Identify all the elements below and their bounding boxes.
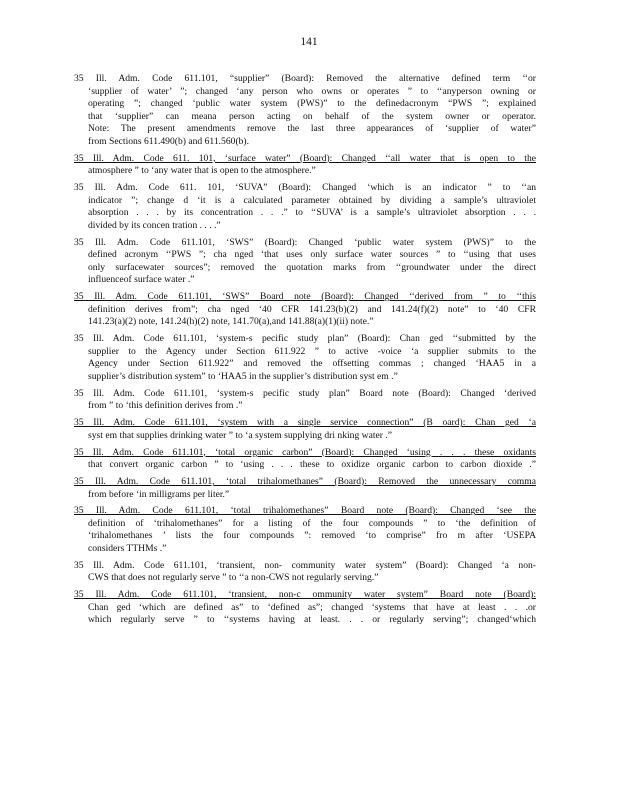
entry-line: ‘trihalomethanes ’ lists the four compounds ”: removed ‘to comprise” fro m after ‘USEPA [88,530,536,542]
entry-line: 35 Ill. Adm. Code 611.101, ‘total organic carbon” (Board): Changed ‘using . . . these oxidants [74,446,536,458]
entry-supplier [74,73,536,149]
entry-suva [74,182,536,232]
entry-line: 35 Ill. Adm. Code 611.101, ‘SWS” Board note (Board): Changed ‘‘derived from ” to ‘‘this [74,291,536,303]
entry-transient-ncws-board-note [74,589,536,627]
entry-line: definition of ‘trihalomethanes” for a listing of the four compounds ” to ‘the definition of [88,517,536,529]
entry-line: syst em that supplies drinking water ” to ‘a system supplying dri nking water .” [88,429,393,441]
entry-line: 35 Ill. Adm. Code 611.101, “supplier” (Board): Removed the alternative defined term ‘‘or [74,73,536,84]
page-number: 141 [300,36,318,48]
entry-line: 35 Ill. Adm. Code 611. 101, ‘SUVA” (Board): Changed ‘which is an indicator ” to ‘‘an [74,182,536,194]
entry-line: that ‘supplier” can meana person acting on behalf of the system owner or operator. [88,110,536,122]
entry-line: 35 Ill. Adm. Code 611.101, ‘system-s pecific study plan” (Board): Chan ged ‘‘submitted by the [74,333,536,345]
entry-line: which regularly serve ” to ‘‘systems having at least. . . or regularly serving”; changed‘which [88,614,536,626]
entry-line: 35 Ill. Adm. Code 611.101, ‘system-s pecific study plan” Board note (Board): Changed ‘derived [74,387,536,399]
entry-system-specific-study-plan [74,333,536,383]
entry-line: supplier’s distribution system” to ‘HAA5 in the supplier’s distribution syst em .” [88,371,398,382]
entry-line: operating ”; changed ‘public water system (PWS)” to the definedacronym “PWS ”; explained [88,98,536,110]
entry-line: Agency under Section 611.922” and removed the offsetting commas ; changed ‘HAA5 in a [88,358,536,370]
entry-line: 35 Ill. Adm. Code 611.101, ‘SWS” (Board): Changed ‘public water system (PWS)” to the [74,236,536,248]
entry-system-specific-study-plan-board-note [74,388,536,413]
entry-line: 35 Ill. Adm. Code 611.101, ‘transient, non-c ommunity water system” Board note (Board): [74,589,536,601]
entry-sws-board-note [74,291,536,329]
entry-line: 35 Ill. Adm. Code 611.101, ‘total trihalomethanes” (Board): Removed the unnecessary comma [74,475,536,487]
entry-line: from Sections 611.490(b) and 611.560(b). [88,135,250,147]
entry-line: supplier to the Agency under Section 611.922 ” to active -voice ‘a supplier submits to the [88,345,536,357]
entry-line: 35 Ill. Adm. Code 611. 101, ‘surface water” (Board): Changed ‘‘all water that is open to the [74,152,536,164]
entry-line: considers TTHMs .” [88,543,167,555]
entry-total-organic-carbon [74,447,536,472]
entry-line: 35 Ill. Adm. Code 611.101, ‘total trihalomethanes” Board note (Board): Changed ‘see the [74,505,536,517]
entry-line: 35 Ill. Adm. Code 611.101, ‘transient, non- community water system” (Board): Changed ‘a non- [74,559,536,571]
entry-surface-water [74,153,536,178]
entry-line: CWS that does not regularly serve ” to ‘‘a non-CWS not regularly serving.” [88,572,379,584]
entry-line: Note: The present amendments remove the last three appearances of ‘supplier of water” [88,123,536,135]
amendment-entries [74,73,536,631]
entry-line: definition derives from”; cha nged ‘40 CFR 141.23(b)(2) and 141.24(f)(2) note” to ‘40 CFR [88,303,536,315]
entry-line: defined acronym ‘‘PWS ”; cha nged ‘that uses only surface water sources ” to ‘‘using that uses [88,249,536,261]
entry-total-trihalomethanes [74,476,536,501]
entry-line: indicator ”; change d ‘it is a calculated parameter obtained by dividing a sample’s ultraviolet [88,194,536,206]
entry-line: Chan ged ‘which are defined as” to ‘defined as”; changed ‘systems that have at least . . .or [88,601,536,613]
entry-line: atmosphere ” to ‘any water that is open to the atmosphere.” [88,165,316,177]
entry-line: 35 Ill. Adm. Code 611.101, ‘system with a single service connection” (B oard): Chan ged ‘a [74,417,536,429]
entry-line: from before ‘in milligrams per liter.” [88,488,230,500]
entry-line: that convert organic carbon ” to ‘using . . . these to oxidize organic carbon to carbon dioxide .” [88,459,536,471]
entry-line: absorption . . . by its concentration . . .” to ‘‘SUVA’ is a sample’s ultraviolet absorption . . . [88,207,536,219]
entry-line: ‘supplier of water’ ”; changed ‘any person who owns or operates ” to ‘‘anyperson owning or [88,85,536,97]
entry-line: 141.23(a)(2) note, 141.24(h)(2) note, 141.70(a),and 141.88(a)(1)(ii) note.” [88,316,374,328]
entry-line: divided by its concen tration . . . .” [88,219,221,231]
entry-system-single-service-connection [74,417,536,442]
entry-transient-ncws [74,560,536,585]
entry-line: only surfacewater sources”; removed the quotation marks from ‘‘groundwater under the direct [88,261,536,273]
entry-line: from ” to ‘this definition derives from .” [88,400,243,412]
entry-sws [74,237,536,287]
entry-total-trihalomethanes-board-note [74,505,536,555]
entry-line: influenceof surface water .” [88,274,195,286]
